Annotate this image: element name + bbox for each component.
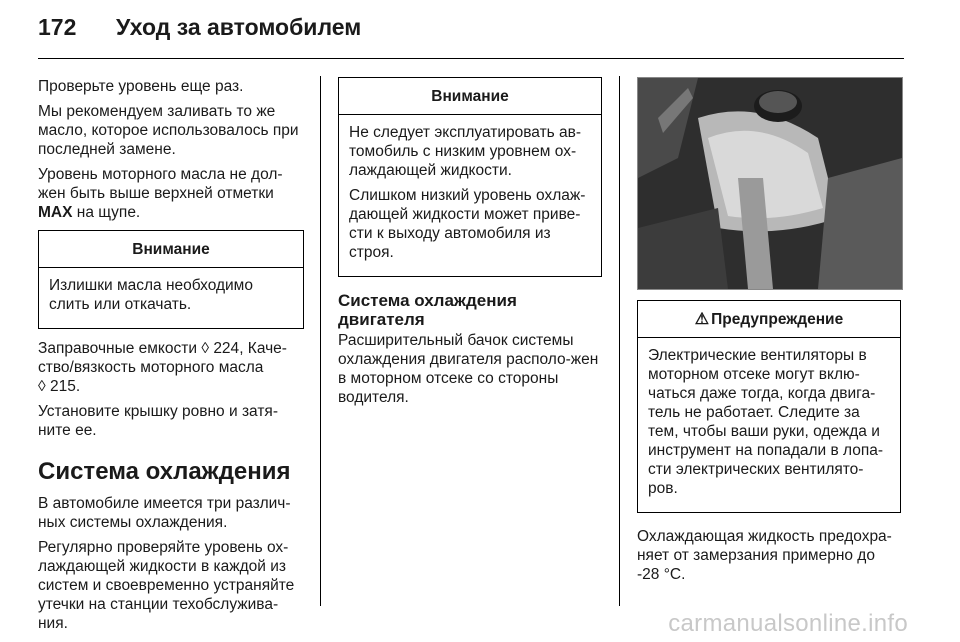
page-link[interactable]: 215 <box>49 378 76 395</box>
column-3 <box>637 300 901 590</box>
warning-text: Электрические вентиляторы в моторном отсеке могут вклю-чаться даже тогда, когда двига-тель не работает. Следите за тем, чтобы ваши руки, одежда и инструмент на попадали в лопа-сти электрических вентилято-ров. <box>648 347 884 497</box>
text: на щупе. <box>72 204 141 221</box>
page-number: 172 <box>38 14 77 40</box>
warning-triangle-icon: ⚠ <box>694 311 710 328</box>
warning-title <box>638 301 900 338</box>
paragraph: Проверьте уровень еще раз. <box>38 78 244 95</box>
column-divider-2 <box>619 76 620 606</box>
column-2 <box>338 77 602 413</box>
paragraph: Заправочные емкости ◊ 224, Каче-ство/вязкость моторного масла ◊ 215. <box>38 340 287 395</box>
max-mark: MAX <box>38 204 73 221</box>
paragraph: Установите крышку ровно и затя-ните ее. <box>38 403 278 439</box>
text: Уровень моторного масла не дол-жен быть выше верхней отметки <box>38 166 283 202</box>
paragraph: Охлаждающая жидкость предохра-няет от замерзания примерно до -28 °C. <box>637 528 892 583</box>
ref-arrow-icon: ◊ <box>201 340 209 357</box>
page-header <box>38 14 361 41</box>
paragraph <box>38 165 304 222</box>
warning-box <box>637 300 901 513</box>
paragraph: Мы рекомендуем заливать то же масло, которое использовалось при последней замене. <box>38 103 299 158</box>
subsection-heading: Система охлаждения двигателя <box>338 291 517 329</box>
watermark: carmanualsonline.info <box>668 610 908 637</box>
page-title: Уход за автомобилем <box>116 14 362 40</box>
column-divider-1 <box>320 76 321 606</box>
engine-bay-illustration <box>638 78 902 289</box>
caution-box <box>338 77 602 277</box>
text: Заправочные емкости <box>38 340 202 357</box>
engine-bay-photo <box>637 77 903 290</box>
column-1 <box>38 77 304 639</box>
paragraph: Регулярно проверяйте уровень ох-лаждающей жидкости в каждой из систем и своевременно устраняйте утечки на станции техобслужива-ния. <box>38 539 295 632</box>
section-heading: Система охлаждения <box>38 458 291 485</box>
header-rule <box>38 58 904 59</box>
caution-title: Внимание <box>39 231 303 268</box>
caution-title: Внимание <box>339 78 601 115</box>
warning-title-text: Предупреждение <box>711 311 844 328</box>
caution-text: Слишком низкий уровень охлаж-дающей жидкости может приве-сти к выходу автомобиля из строя. <box>349 187 586 261</box>
paragraph: В автомобиле имеется три различ-ных системы охлаждения. <box>38 495 291 531</box>
text: , Каче-ство/вязкость моторного масла <box>38 340 287 376</box>
caution-text: Излишки масла необходимо слить или откачать. <box>49 277 253 313</box>
ref-arrow-icon: ◊ <box>38 378 46 395</box>
caution-text: Не следует эксплуатировать ав-томобиль с низким уровнем ох-лаждающей жидкости. <box>349 124 582 179</box>
paragraph: Расширительный бачок системы охлаждения двигателя располо-жен в моторном отсеке со стороны водителя. <box>338 332 599 406</box>
caution-box <box>38 230 304 329</box>
page-link[interactable]: 224 <box>213 340 240 357</box>
